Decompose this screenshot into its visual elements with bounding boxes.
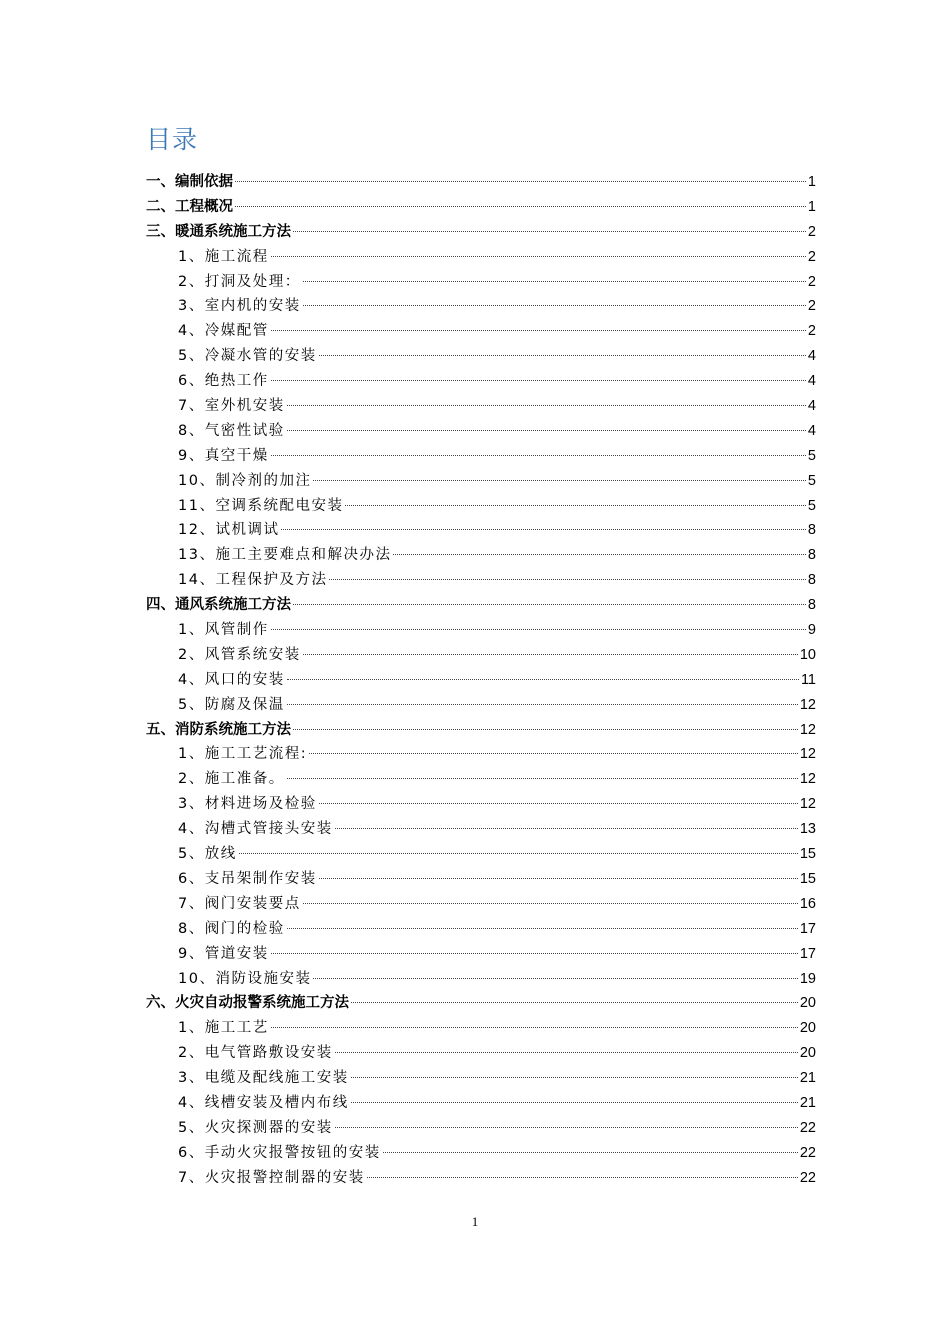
dot-leader (367, 1177, 798, 1178)
toc-entry-page-number: 11 (800, 671, 816, 688)
toc-entry-page-number: 4 (807, 373, 816, 390)
toc-section-entry[interactable] (146, 991, 816, 1016)
toc-entry-label: 11、空调系统配电安装 (178, 497, 344, 514)
toc-entry-page-number: 22 (799, 1119, 816, 1136)
toc-entry-label: 6、绝热工作 (178, 373, 269, 390)
toc-entry-page-number: 8 (807, 572, 816, 589)
toc-entry-label: 2、风管系统安装 (178, 646, 301, 663)
toc-section-entry[interactable] (146, 593, 816, 618)
toc-section-entry[interactable] (146, 195, 816, 220)
toc-entry-label: 4、线槽安装及槽内布线 (178, 1094, 349, 1111)
table-of-contents (146, 170, 816, 1191)
toc-entry-page-number: 8 (807, 522, 816, 539)
dot-leader (319, 878, 798, 879)
toc-entry-page-number: 1 (807, 174, 816, 190)
toc-entry-label: 9、管道安装 (178, 945, 269, 962)
toc-entry-label: 2、电气管路敷设安装 (178, 1045, 333, 1062)
dot-leader (303, 903, 798, 904)
toc-subsection-entry[interactable] (146, 419, 816, 444)
dot-leader (235, 181, 806, 182)
toc-entry-page-number: 12 (799, 696, 816, 713)
toc-entry-page-number: 22 (799, 1144, 816, 1161)
toc-entry-label: 6、支吊架制作安装 (178, 870, 317, 887)
dot-leader (287, 928, 798, 929)
toc-entry-page-number: 4 (807, 398, 816, 415)
toc-entry-page-number: 2 (807, 273, 816, 290)
toc-entry-label: 10、消防设施安装 (178, 970, 312, 987)
toc-entry-label: 1、风管制作 (178, 622, 269, 639)
dot-leader (239, 853, 798, 854)
dot-leader (335, 1052, 798, 1053)
toc-subsection-entry[interactable] (146, 1016, 816, 1041)
toc-entry-label: 7、阀门安装要点 (178, 895, 301, 912)
toc-entry-page-number: 2 (807, 248, 816, 265)
toc-subsection-entry[interactable] (146, 618, 816, 643)
toc-entry-page-number: 2 (807, 323, 816, 340)
dot-leader (319, 355, 806, 356)
dot-leader (271, 1027, 798, 1028)
toc-subsection-entry[interactable] (146, 294, 816, 319)
toc-entry-label: 五、消防系统施工方法 (146, 721, 291, 738)
toc-entry-page-number: 15 (799, 846, 816, 863)
dot-leader (235, 206, 806, 207)
toc-subsection-entry[interactable] (146, 1116, 816, 1141)
dot-leader (271, 455, 806, 456)
toc-subsection-entry[interactable] (146, 319, 816, 344)
toc-entry-label: 四、通风系统施工方法 (146, 597, 291, 614)
toc-entry-page-number: 16 (799, 895, 816, 912)
toc-entry-label: 13、施工主要难点和解决办法 (178, 547, 392, 564)
toc-subsection-entry[interactable] (146, 792, 816, 817)
toc-subsection-entry[interactable] (146, 518, 816, 543)
toc-subsection-entry[interactable] (146, 494, 816, 519)
toc-subsection-entry[interactable] (146, 942, 816, 967)
toc-subsection-entry[interactable] (146, 1141, 816, 1166)
toc-entry-label: 二、工程概况 (146, 198, 233, 215)
toc-entry-page-number: 2 (807, 223, 816, 240)
toc-entry-page-number: 15 (799, 870, 816, 887)
toc-entry-label: 5、火灾探测器的安装 (178, 1119, 333, 1136)
toc-entry-label: 六、火灾自动报警系统施工方法 (146, 995, 349, 1012)
toc-entry-label: 3、材料进场及检验 (178, 796, 317, 813)
toc-subsection-entry[interactable] (146, 892, 816, 917)
dot-leader (271, 256, 806, 257)
dot-leader (313, 480, 805, 481)
toc-subsection-entry[interactable] (146, 245, 816, 270)
dot-leader (313, 978, 797, 979)
toc-entry-label: 5、防腐及保温 (178, 696, 285, 713)
toc-section-entry[interactable] (146, 718, 816, 743)
toc-entry-label: 5、放线 (178, 846, 237, 863)
toc-entry-label: 1、施工工艺流程: (178, 746, 308, 763)
toc-subsection-entry[interactable] (146, 767, 816, 792)
dot-leader (287, 430, 806, 431)
toc-entry-page-number: 8 (807, 547, 816, 564)
toc-entry-label: 4、冷媒配管 (178, 323, 269, 340)
dot-leader (293, 604, 806, 605)
toc-entry-page-number: 5 (807, 472, 816, 489)
toc-section-entry[interactable] (146, 170, 816, 195)
toc-entry-label: 2、施工准备。 (178, 771, 285, 788)
toc-title: 目录 (146, 125, 199, 154)
toc-entry-page-number: 13 (799, 821, 816, 838)
dot-leader (303, 281, 806, 282)
toc-subsection-entry[interactable] (146, 344, 816, 369)
toc-subsection-entry[interactable] (146, 1041, 816, 1066)
toc-subsection-entry[interactable] (146, 867, 816, 892)
dot-leader (271, 330, 806, 331)
toc-entry-page-number: 4 (807, 348, 816, 365)
toc-entry-page-number: 2 (807, 298, 816, 315)
toc-subsection-entry[interactable] (146, 842, 816, 867)
toc-entry-page-number: 17 (799, 920, 816, 937)
dot-leader (287, 679, 799, 680)
toc-entry-page-number: 21 (799, 1094, 816, 1111)
dot-leader (351, 1077, 798, 1078)
toc-entry-page-number: 20 (799, 995, 816, 1012)
toc-subsection-entry[interactable] (146, 817, 816, 842)
dot-leader (345, 505, 805, 506)
toc-entry-label: 三、暖通系统施工方法 (146, 223, 291, 240)
dot-leader (293, 231, 806, 232)
toc-entry-page-number: 19 (799, 970, 816, 987)
toc-entry-page-number: 12 (799, 771, 816, 788)
dot-leader (303, 654, 798, 655)
toc-entry-label: 5、冷凝水管的安装 (178, 348, 317, 365)
toc-entry-label: 4、沟槽式管接头安装 (178, 821, 333, 838)
toc-entry-label: 14、工程保护及方法 (178, 572, 328, 589)
toc-subsection-entry[interactable] (146, 643, 816, 668)
toc-subsection-entry[interactable] (146, 693, 816, 718)
dot-leader (393, 554, 805, 555)
dot-leader (309, 753, 798, 754)
dot-leader (271, 629, 806, 630)
toc-entry-label: 4、风口的安装 (178, 671, 285, 688)
toc-entry-page-number: 12 (799, 746, 816, 763)
dot-leader (383, 1152, 798, 1153)
toc-entry-page-number: 20 (799, 1045, 816, 1062)
toc-entry-label: 1、施工工艺 (178, 1020, 269, 1037)
toc-entry-page-number: 5 (807, 447, 816, 464)
toc-subsection-entry[interactable] (146, 270, 816, 295)
toc-entry-page-number: 5 (807, 497, 816, 514)
toc-entry-page-number: 9 (807, 622, 816, 639)
toc-entry-label: 9、真空干燥 (178, 447, 269, 464)
dot-leader (287, 778, 798, 779)
toc-entry-page-number: 21 (799, 1070, 816, 1087)
dot-leader (351, 1002, 798, 1003)
toc-entry-label: 7、火灾报警控制器的安装 (178, 1169, 365, 1186)
toc-entry-page-number: 20 (799, 1020, 816, 1037)
dot-leader (335, 828, 798, 829)
dot-leader (329, 579, 805, 580)
dot-leader (303, 305, 806, 306)
dot-leader (271, 953, 798, 954)
toc-entry-label: 6、手动火灾报警按钮的安装 (178, 1144, 381, 1161)
toc-entry-label: 3、电缆及配线施工安装 (178, 1070, 349, 1087)
toc-subsection-entry[interactable] (146, 394, 816, 419)
toc-subsection-entry[interactable] (146, 668, 816, 693)
toc-subsection-entry[interactable] (146, 1066, 816, 1091)
dot-leader (351, 1102, 798, 1103)
toc-entry-label: 12、试机调试 (178, 522, 280, 539)
toc-entry-label: 7、室外机安装 (178, 398, 285, 415)
toc-subsection-entry[interactable] (146, 917, 816, 942)
toc-entry-page-number: 10 (799, 646, 816, 663)
toc-subsection-entry[interactable] (146, 369, 816, 394)
toc-entry-page-number: 12 (799, 721, 816, 738)
toc-subsection-entry[interactable] (146, 1166, 816, 1191)
toc-entry-page-number: 1 (807, 198, 816, 215)
toc-entry-page-number: 8 (807, 597, 816, 614)
toc-entry-label: 2、打洞及处理： (178, 273, 301, 290)
toc-entry-label: 一、编制依据 (146, 174, 233, 190)
dot-leader (335, 1127, 798, 1128)
dot-leader (293, 729, 798, 730)
toc-entry-page-number: 17 (799, 945, 816, 962)
toc-section-entry[interactable] (146, 220, 816, 245)
dot-leader (281, 529, 805, 530)
toc-entry-label: 3、室内机的安装 (178, 298, 301, 315)
toc-entry-label: 8、阀门的检验 (178, 920, 285, 937)
toc-subsection-entry[interactable] (146, 742, 816, 767)
toc-subsection-entry[interactable] (146, 1091, 816, 1116)
dot-leader (287, 704, 798, 705)
toc-entry-label: 8、气密性试验 (178, 422, 285, 439)
dot-leader (319, 803, 798, 804)
toc-entry-page-number: 22 (799, 1169, 816, 1186)
toc-subsection-entry[interactable] (146, 967, 816, 992)
toc-subsection-entry[interactable] (146, 568, 816, 593)
toc-entry-label: 10、制冷剂的加注 (178, 472, 312, 489)
toc-entry-label: 1、施工流程 (178, 248, 269, 265)
toc-subsection-entry[interactable] (146, 444, 816, 469)
dot-leader (287, 405, 806, 406)
toc-subsection-entry[interactable] (146, 543, 816, 568)
toc-entry-page-number: 4 (807, 422, 816, 439)
toc-subsection-entry[interactable] (146, 469, 816, 494)
page-number: 1 (471, 1214, 479, 1229)
dot-leader (271, 380, 806, 381)
toc-entry-page-number: 12 (799, 796, 816, 813)
